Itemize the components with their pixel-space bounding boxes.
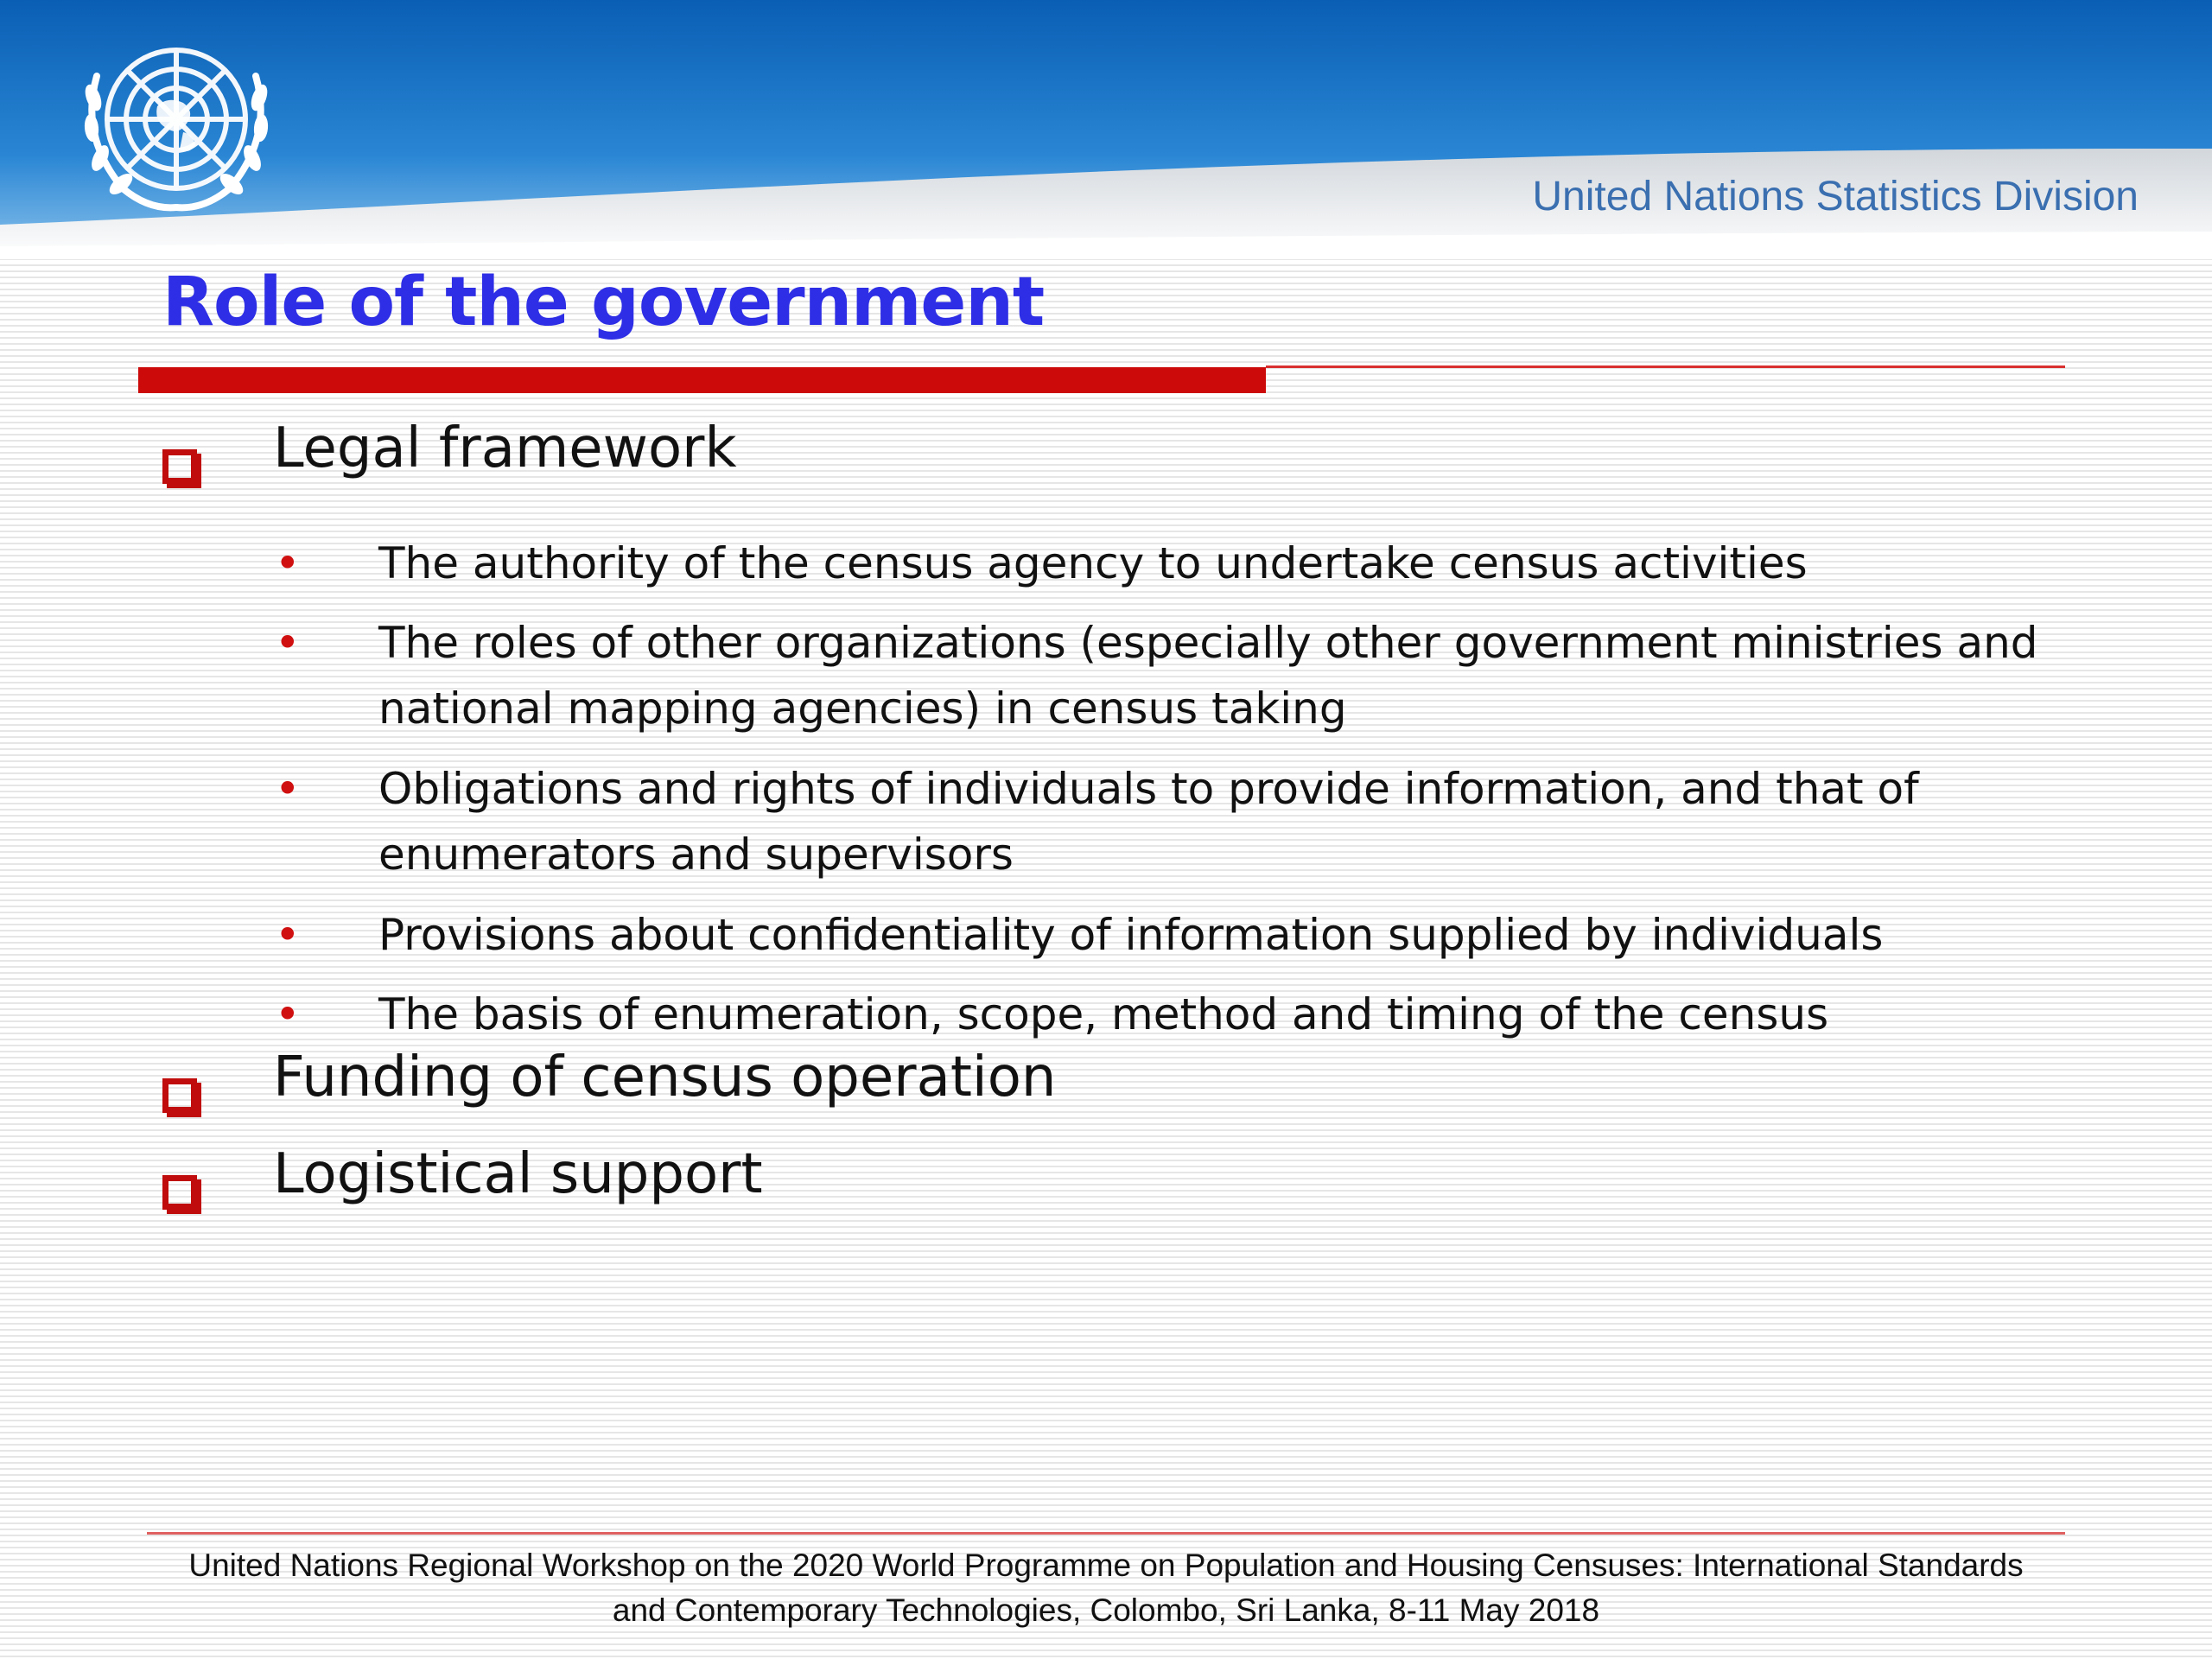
slide-title: Role of the government <box>162 264 1045 341</box>
sub-list-item-text: The roles of other organizations (especially other government ministries and national mapping agencies) in census taking <box>378 618 2038 734</box>
title-underline-thick <box>138 367 1266 393</box>
sub-list-item-text: The authority of the census agency to undertake census activities <box>378 538 1808 588</box>
organization-name: United Nations Statistics Division <box>1532 174 2139 219</box>
sub-list-item-text: Provisions about confidentiality of information supplied by individuals <box>378 910 1884 960</box>
list-item-label: Legal framework <box>273 416 737 480</box>
bullet-icon: • <box>275 618 301 668</box>
sub-list-item-text: The basis of enumeration, scope, method and timing of the census <box>378 989 1829 1039</box>
footer <box>121 1543 2091 1633</box>
checkbox-bullet-icon <box>162 1175 197 1210</box>
checkbox-bullet-icon <box>162 1078 197 1113</box>
bullet-icon: • <box>275 989 301 1039</box>
bullet-icon: • <box>275 910 301 960</box>
bullet-icon: • <box>275 764 301 814</box>
list-item-label: Funding of census operation <box>273 1046 1057 1109</box>
header-banner <box>0 0 2212 259</box>
footer-line-1: United Nations Regional Workshop on the 2020 World Programme on Population and Housing Censuses: International Standards <box>188 1548 2024 1583</box>
list-item <box>162 416 737 484</box>
list-item <box>162 1142 763 1210</box>
title-underline-thin <box>1266 365 2065 368</box>
un-emblem-icon <box>62 24 290 221</box>
slide-header <box>0 0 2212 259</box>
checkbox-bullet-icon <box>162 449 197 484</box>
list-item <box>162 1046 1057 1113</box>
sub-list-item-text: Obligations and rights of individuals to provide information, and that of enumerators and supervisors <box>378 764 1919 880</box>
footer-line-2: and Contemporary Technologies, Colombo, Sri Lanka, 8-11 May 2018 <box>612 1592 1600 1628</box>
list-item-label: Logistical support <box>273 1142 763 1206</box>
footer-divider <box>147 1532 2065 1535</box>
bullet-icon: • <box>275 538 301 588</box>
